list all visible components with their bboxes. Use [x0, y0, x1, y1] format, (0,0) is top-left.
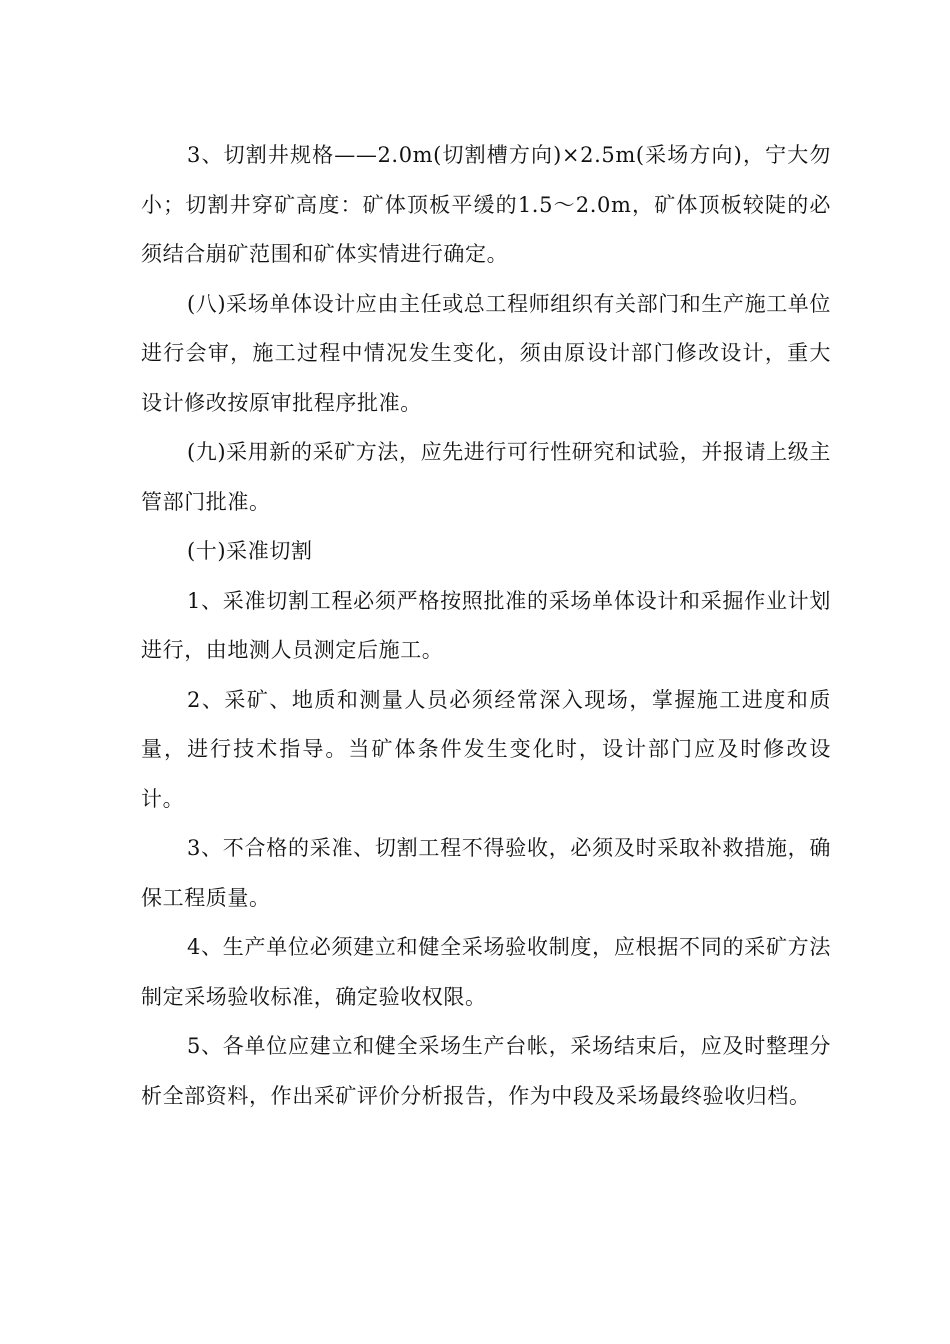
document-body [141, 131, 831, 1121]
paragraph-item-4: 4、生产单位必须建立和健全采场验收制度，应根据不同的采矿方法制定采场验收标准，确定验收权限。 [141, 935, 831, 1009]
section-heading-development-cutting: (十)采准切割 [187, 539, 313, 563]
paragraph-new-mining-method: (九)采用新的采矿方法，应先进行可行性研究和试验，并报请上级主管部门批准。 [141, 440, 831, 514]
paragraph-item-3: 3、不合格的采准、切割工程不得验收，必须及时采取补救措施，确保工程质量。 [141, 836, 831, 910]
paragraph-stope-design-review: (八)采场单体设计应由主任或总工程师组织有关部门和生产施工单位进行会审，施工过程中情况发生变化，须由原设计部门修改设计，重大设计修改按原审批程序批准。 [141, 291, 831, 415]
paragraph-item-5: 5、各单位应建立和健全采场生产台帐，采场结束后，应及时整理分析全部资料，作出采矿评价分析报告，作为中段及采场最终验收归档。 [141, 1034, 831, 1108]
paragraph-cutting-well-spec: 3、切割井规格——2.0m(切割槽方向)×2.5m(采场方向)，宁大勿小；切割井穿矿高度：矿体顶板平缓的1.5～2.0m，矿体顶板较陡的必须结合崩矿范围和矿体实情进行确定。 [141, 143, 831, 266]
paragraph-item-2: 2、采矿、地质和测量人员必须经常深入现场，掌握施工进度和质量，进行技术指导。当矿体条件发生变化时，设计部门应及时修改设计。 [141, 687, 831, 811]
paragraph-item-1: 1、采准切割工程必须严格按照批准的采场单体设计和采掘作业计划进行，由地测人员测定后施工。 [141, 588, 831, 662]
